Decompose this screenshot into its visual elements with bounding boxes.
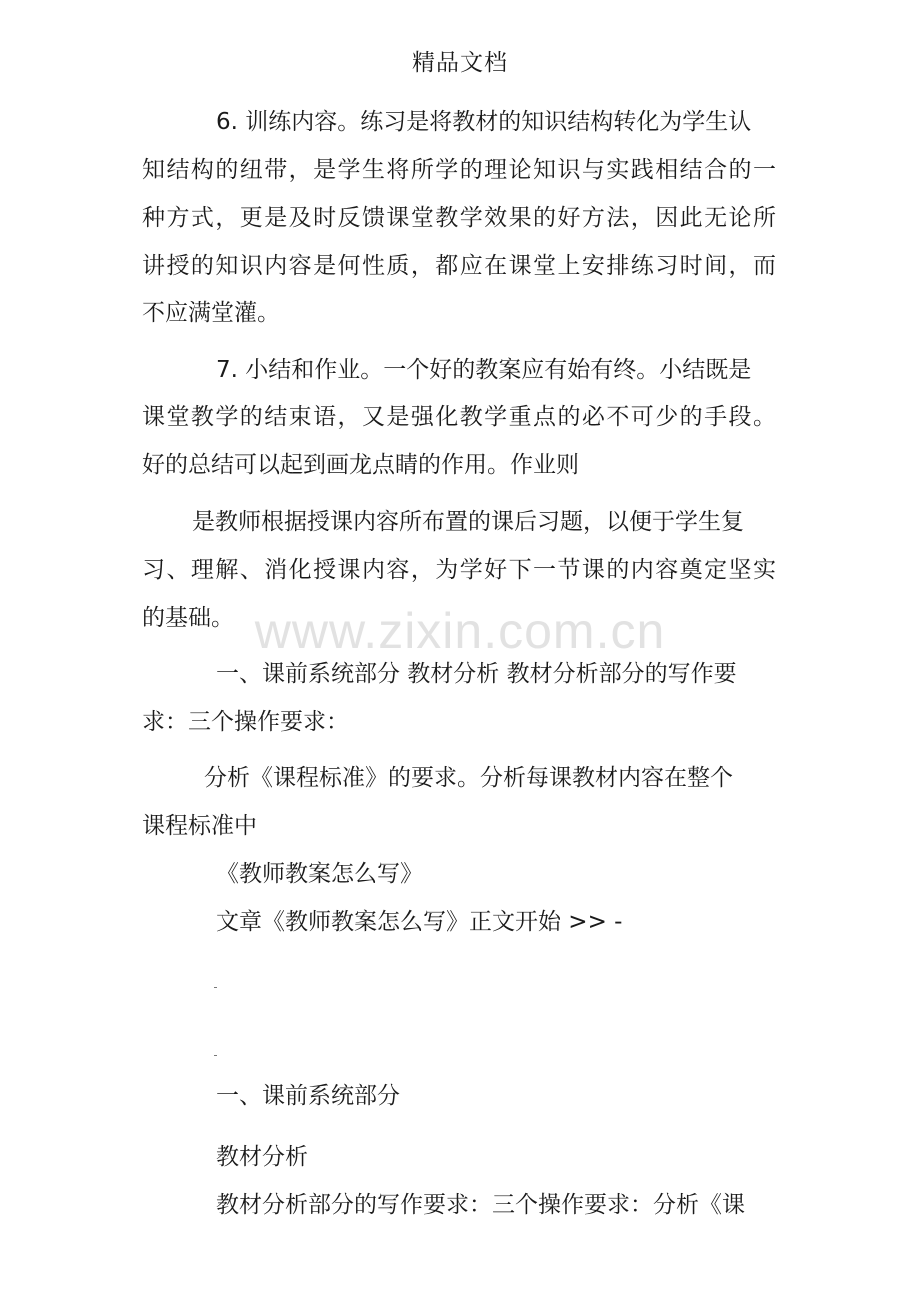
paragraph-6-line-3: 种方式，更是及时反馈课堂教学效果的好方法，因此无论所: [142, 205, 776, 231]
page-header-title: 精品文档: [412, 50, 508, 76]
section-text: 教材分析部分的写作要求：三个操作要求：分析《课: [216, 1192, 745, 1218]
paragraph-7-line-3: 好的总结可以起到画龙点睛的作用。作业则: [142, 452, 579, 478]
analysis-line-2: 课程标准中: [142, 813, 257, 839]
precourse-line-1: 一、课前系统部分 教材分析 教材分析部分的写作要: [216, 661, 737, 687]
homework-line-3: 的基础。: [142, 605, 234, 631]
paragraph-6-line-5: 不应满堂灌。: [142, 300, 280, 326]
article-body-start: 文章《教师教案怎么写》正文开始 >> -: [216, 909, 623, 935]
homework-line-1: 是教师根据授课内容所布置的课后习题，以便于学生复: [192, 509, 744, 535]
paragraph-6-line-2: 知结构的纽带，是学生将所学的理论知识与实践相结合的一: [142, 157, 776, 183]
analysis-line-1: 分析《课程标准》的要求。分析每课教材内容在整个: [204, 765, 733, 791]
paragraph-7-line-2: 课堂教学的结束语，又是强化教学重点的必不可少的手段。: [142, 404, 776, 430]
paragraph-6-line-4: 讲授的知识内容是何性质，都应在课堂上安排练习时间，而: [142, 253, 776, 279]
homework-line-2: 习、理解、消化授课内容，为学好下一节课的内容奠定坚实: [142, 557, 776, 583]
section-heading: 一、课前系统部分: [216, 1083, 400, 1109]
watermark: www.zixin.com.cn: [254, 603, 666, 659]
divider-dot: [214, 987, 217, 988]
precourse-line-2: 求：三个操作要求：: [142, 709, 349, 735]
divider-dot: [214, 1055, 217, 1056]
paragraph-7-line-1: 7. 小结和作业。一个好的教案应有始有终。小结既是: [216, 357, 752, 383]
article-title: 《教师教案怎么写》: [216, 861, 423, 887]
paragraph-6-line-1: 6. 训练内容。练习是将教材的知识结构转化为学生认: [216, 109, 752, 135]
section-subheading: 教材分析: [216, 1144, 308, 1170]
